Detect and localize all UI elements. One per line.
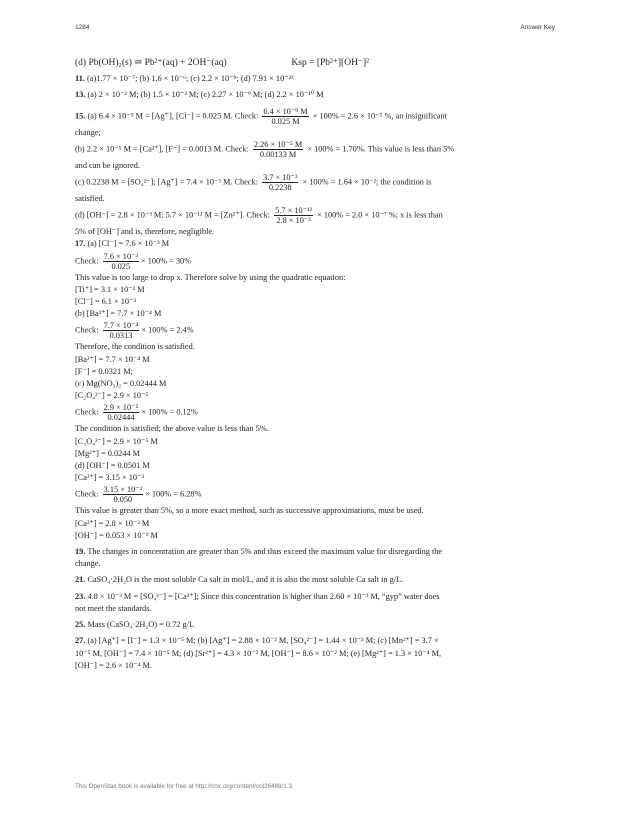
answer-number: 21. [75,575,86,585]
check-label: Check: [75,407,99,417]
answer-text: 5% of [OH⁻] and is, therefore, negligible. [75,227,215,237]
answer-number: 23. [75,591,86,601]
denominator: 0.02444 [107,413,135,423]
fraction [253,140,303,159]
answer-text: This value is greater than 5%, so a more exact method, such as successive approximations, must be used. [75,506,424,516]
denominator: 0.2238 [268,183,292,193]
answer-number: 11. [75,74,85,84]
answer-15d [75,206,555,225]
answer-text: (a) 2 × 10⁻² M; (b) 1.5 × 10⁻³ M; (c) 2.27 × 10⁻⁹ M; (d) 2.2 × 10⁻¹⁰ M [87,90,324,100]
check-label: Check: [75,325,99,335]
section-title: Answer Key [520,24,555,31]
answer-text: [Mg²⁺] = 0.0244 M [75,448,141,458]
answer-text: 4.8 × 10⁻³ M = [SO₄²⁻] = [Ca²⁺]; Since this concentration is higher than 2.60 × 10⁻³ M, “gyp” water does [87,591,440,601]
denominator: 0.025 [111,261,131,271]
numerator: 3.15 × 10⁻³ [103,485,143,495]
page-header [75,24,555,31]
numerator: 6.4 × 10⁻⁹ M [263,106,308,116]
answer-15a [75,107,555,126]
answer-text: [Ba²⁺] = 7.7 × 10⁻⁴ M [75,354,150,364]
answer-text: (d) [OH⁻] = 0.0501 M [75,461,150,471]
answer-number: 17. [75,239,86,249]
fraction [103,321,140,340]
answer-text: (a) [Ag⁺] = [I⁻] = 1.3 × 10⁻⁵ M; (b) [Ag⁺] = 2.88 × 10⁻² M, [SO₄²⁻] = 1.44 × 10⁻² M; (c) [Mn²⁺] = 3.7 × [87,636,439,646]
check-label: Check: [75,256,99,266]
footer-note: This OpenStax book is available for free at http://cnx.org/content/col26488/1.3 [75,783,293,790]
fraction [262,173,298,192]
answer-number: 15. [75,111,86,121]
answer-text: [Ca²⁺] = 2.8 × 10⁻³ M [75,518,150,528]
answer-number: 25. [75,620,86,630]
check-result: × 100% = 2.4% [141,325,194,335]
answer-text: This value is too large to drop x. Therefore solve by using the quadratic equation: [75,272,346,282]
answer-number: 19. [75,547,86,557]
answer-text: (b) [Ba²⁺] = 7.7 × 10⁻⁴ M [75,309,162,319]
answer-19 [75,547,555,557]
answer-text: Mass (CaSO₄·2H₂O) = 0.72 g/L [87,620,195,630]
answer-15b [75,140,555,159]
denominator: 0.00133 M [259,149,297,159]
page-number: 1284 [75,24,90,31]
fraction [103,252,139,271]
fraction [103,485,144,504]
answer-text: × 100% = 2.0 × 10⁻⁷ %; x is less than [317,210,443,220]
numerator: 2.9 × 10⁻⁵ [103,403,139,413]
ksp-expression: Ksp = [Pb²⁺][OH⁻]² [291,58,369,68]
answer-text: (a) 6.4 × 10⁻⁹ M = [Ag⁺], [Cl⁻] = 0.025 M. Check: [87,111,259,121]
check-label: Check: [75,489,99,499]
answer-text: The changes in concentration are greater than 5% and thus exceed the maximum value for disregarding the [87,547,443,557]
answer-21 [75,575,555,585]
fraction [274,206,313,225]
answer-text: and can be ignored. [75,160,140,170]
answer-text: × 100% = 1.64 × 10⁻²; the condition is [302,177,432,187]
answer-27 [75,636,555,646]
answer-text: (a) [Cl⁻] = 7.6 × 10⁻³ M [87,239,170,249]
equation: (d) Pb(OH)₂(s) ⇌ Pb²⁺(aq) + 2OH⁻(aq) [75,58,227,68]
answer-text: change; [75,127,101,137]
answer-text: not meet the standards. [75,603,152,613]
answer-17a [75,239,555,249]
answer-text: CaSO₄·2H₂O is the most soluble Ca salt in mol/L, and it is also the most soluble Ca salt in g/L. [87,575,404,585]
answer-text: Therefore, the condition is satisfied. [75,342,195,352]
answer-text: [Ca²⁺] = 3.15 × 10⁻³ [75,473,144,483]
answer-25 [75,620,555,630]
answer-15c [75,173,555,192]
answer-text: (d) [OH⁻] = 2.8 × 10⁻³ M; 5.7 × 10⁻¹² M = [Zn²⁺]. Check: [75,210,271,220]
answer-text: The condition is satisfied; the above value is less than 5%. [75,424,269,434]
denominator: 2.8 × 10⁻³ [276,216,311,226]
denominator: 0.025 M [271,116,300,126]
numerator: 7.7 × 10⁻⁴ [103,321,139,331]
answer-text: change. [75,559,101,569]
answer-text: [C₂O₄²⁻] = 2.9 × 10⁻⁵ M [75,436,158,446]
check-result: × 100% = 0.12% [141,407,198,417]
answer-text: (c) 0.2238 M = [SO₄²⁻]; [Ag⁺] = 7.4 × 10⁻³ M. Check: [75,177,258,187]
answer-text: [Cl⁻] = 6.1 × 10⁻³ [75,297,136,307]
denominator: 0.0313 [109,331,133,341]
check-result: × 100% = 30% [140,256,192,266]
answer-9d [75,58,555,68]
answer-text: [C₂O₄²⁻] = 2.9 × 10⁻⁵ [75,391,149,401]
check-line [75,252,555,271]
answer-text: (c) Mg(NO₃)₂ = 0.02444 M [75,379,167,389]
answer-text: (b) 2.2 × 10⁻⁵ M = [Ca²⁺], [F⁻] = 0.0013 M. Check: [75,144,249,154]
answer-23 [75,592,555,602]
answer-key-body [75,58,555,673]
numerator: 3.7 × 10⁻³ [263,173,298,183]
check-line [75,321,555,340]
answer-11 [75,74,555,84]
answer-13 [75,90,555,100]
denominator: 0.050 [113,495,133,505]
answer-text: satisfied. [75,194,105,204]
check-result: × 100% = 6.28% [145,489,202,499]
answer-text: [F⁻] = 0.0321 M; [75,366,133,376]
numerator: 5.7 × 10⁻¹² [275,206,312,216]
check-line [75,485,555,504]
fraction [262,107,308,126]
answer-text: [Ti⁺] = 3.1 × 10⁻² M [75,284,145,294]
fraction [103,403,140,422]
answer-text: (a)1.77 × 10⁻⁷; (b) 1.6 × 10⁻⁶; (c) 2.2 × 10⁻⁹; (d) 7.91 × 10⁻²² [87,74,294,84]
answer-text: [OH⁻] = 0.053 × 10⁻² M [75,530,158,540]
answer-number: 27. [75,636,86,646]
answer-text: × 100% = 2.6 × 10⁻⁵ %, an insignificant [312,111,447,121]
answer-text: × 100% = 1.70%. This value is less than 5% [307,144,455,154]
numerator: 7.6 × 10⁻³ [103,251,138,261]
answer-number: 13. [75,90,86,100]
answer-text: [OH⁻] = 2.6 × 10⁻⁴ M. [75,660,153,670]
check-line [75,403,555,422]
answer-text: 10⁻⁵ M, [OH⁻] = 7.4 × 10⁻⁵ M; (d) [Sr²⁺] = 4.3 × 10⁻² M, [OH⁻] = 8.6 × 10⁻² M; (e) [Mg²⁺] = 1.3 × 10⁻⁴ M, [75,648,442,658]
numerator: 2.26 × 10⁻⁵ M [253,139,303,149]
